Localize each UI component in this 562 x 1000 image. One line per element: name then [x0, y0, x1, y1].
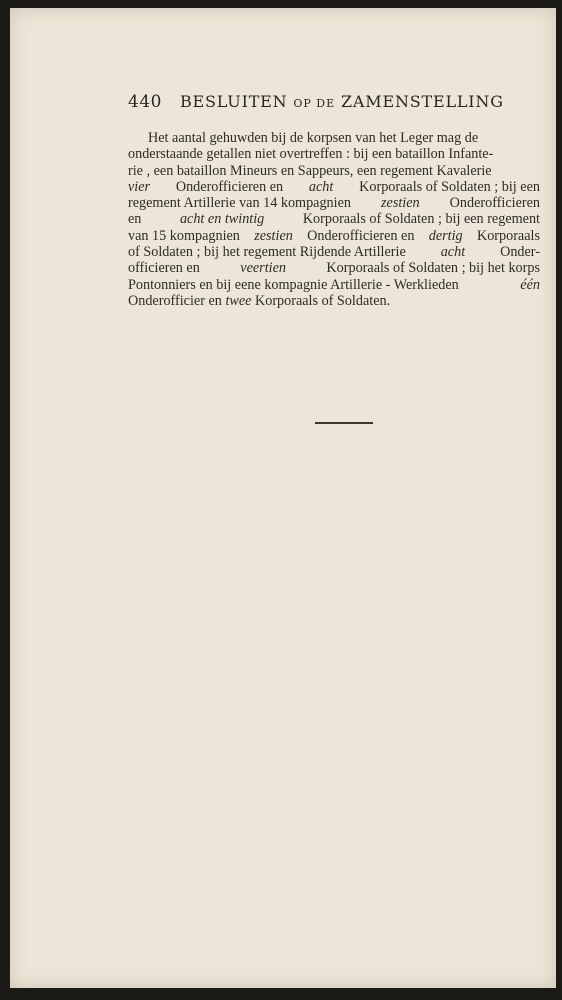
running-title-part2: OP DE	[293, 97, 336, 110]
italic-number: acht	[440, 244, 466, 261]
running-title-part3: ZAMENSTELLING	[341, 92, 504, 111]
text-span: Korporaals of Soldaten ; bij het korps	[326, 260, 540, 277]
text-line	[128, 179, 540, 195]
italic-number: acht en twintig	[179, 211, 265, 228]
body-paragraph	[128, 130, 540, 309]
text-span: Korporaals of Soldaten ; bij een regement	[302, 211, 540, 228]
text-span: Onderofficieren en	[307, 227, 415, 244]
text-span: of Soldaten ; bij het regement Rijdende Artillerie	[128, 244, 406, 261]
text-span: Onder-	[500, 244, 540, 261]
text-span: Onderofficieren en	[175, 178, 284, 195]
book-page	[10, 8, 556, 988]
text-line	[128, 244, 540, 260]
text-line: Het aantal gehuwden bij de korpsen van het Leger mag de	[148, 130, 479, 146]
text-line	[128, 277, 540, 293]
text-line	[128, 195, 540, 211]
text-span: en	[128, 211, 142, 228]
section-divider	[315, 422, 373, 424]
text-span: officieren en	[128, 260, 200, 277]
text-line	[128, 228, 540, 244]
text-span: Onderofficier en	[128, 292, 222, 309]
text-line	[128, 260, 540, 276]
italic-number: dertig	[428, 227, 463, 244]
italic-number: acht	[308, 178, 334, 195]
running-title-part1: BESLUITEN	[179, 92, 288, 111]
text-line	[128, 211, 540, 227]
text-span: regement Artillerie van 14 kompagnien	[128, 195, 351, 212]
text-span: Onderofficieren	[449, 195, 540, 212]
text-span: van 15 kompagnien	[128, 227, 240, 244]
text-line: onderstaande getallen niet overtreffen : bij een bataillon Infante-	[128, 146, 494, 163]
running-header	[128, 92, 548, 112]
text-line	[128, 293, 540, 309]
text-span: Pontonniers en bij eene kompagnie Artillerie - Werklieden	[128, 276, 459, 293]
text-span: Korporaals of Soldaten ; bij een	[359, 178, 540, 195]
italic-number: zestien	[254, 227, 293, 244]
italic-number: één	[520, 276, 540, 293]
text-span: Korporaals	[476, 227, 540, 244]
italic-number: zestien	[381, 195, 420, 212]
page-number: 440	[128, 92, 162, 112]
text-line: rie , een bataillon Mineurs en Sappeurs, een regement Kavalerie	[128, 162, 492, 179]
italic-number: veertien	[240, 260, 286, 277]
italic-number: vier	[128, 178, 151, 195]
running-title	[180, 92, 504, 111]
italic-number: twee	[225, 292, 252, 309]
text-span: Korporaals of Soldaten.	[254, 292, 391, 309]
